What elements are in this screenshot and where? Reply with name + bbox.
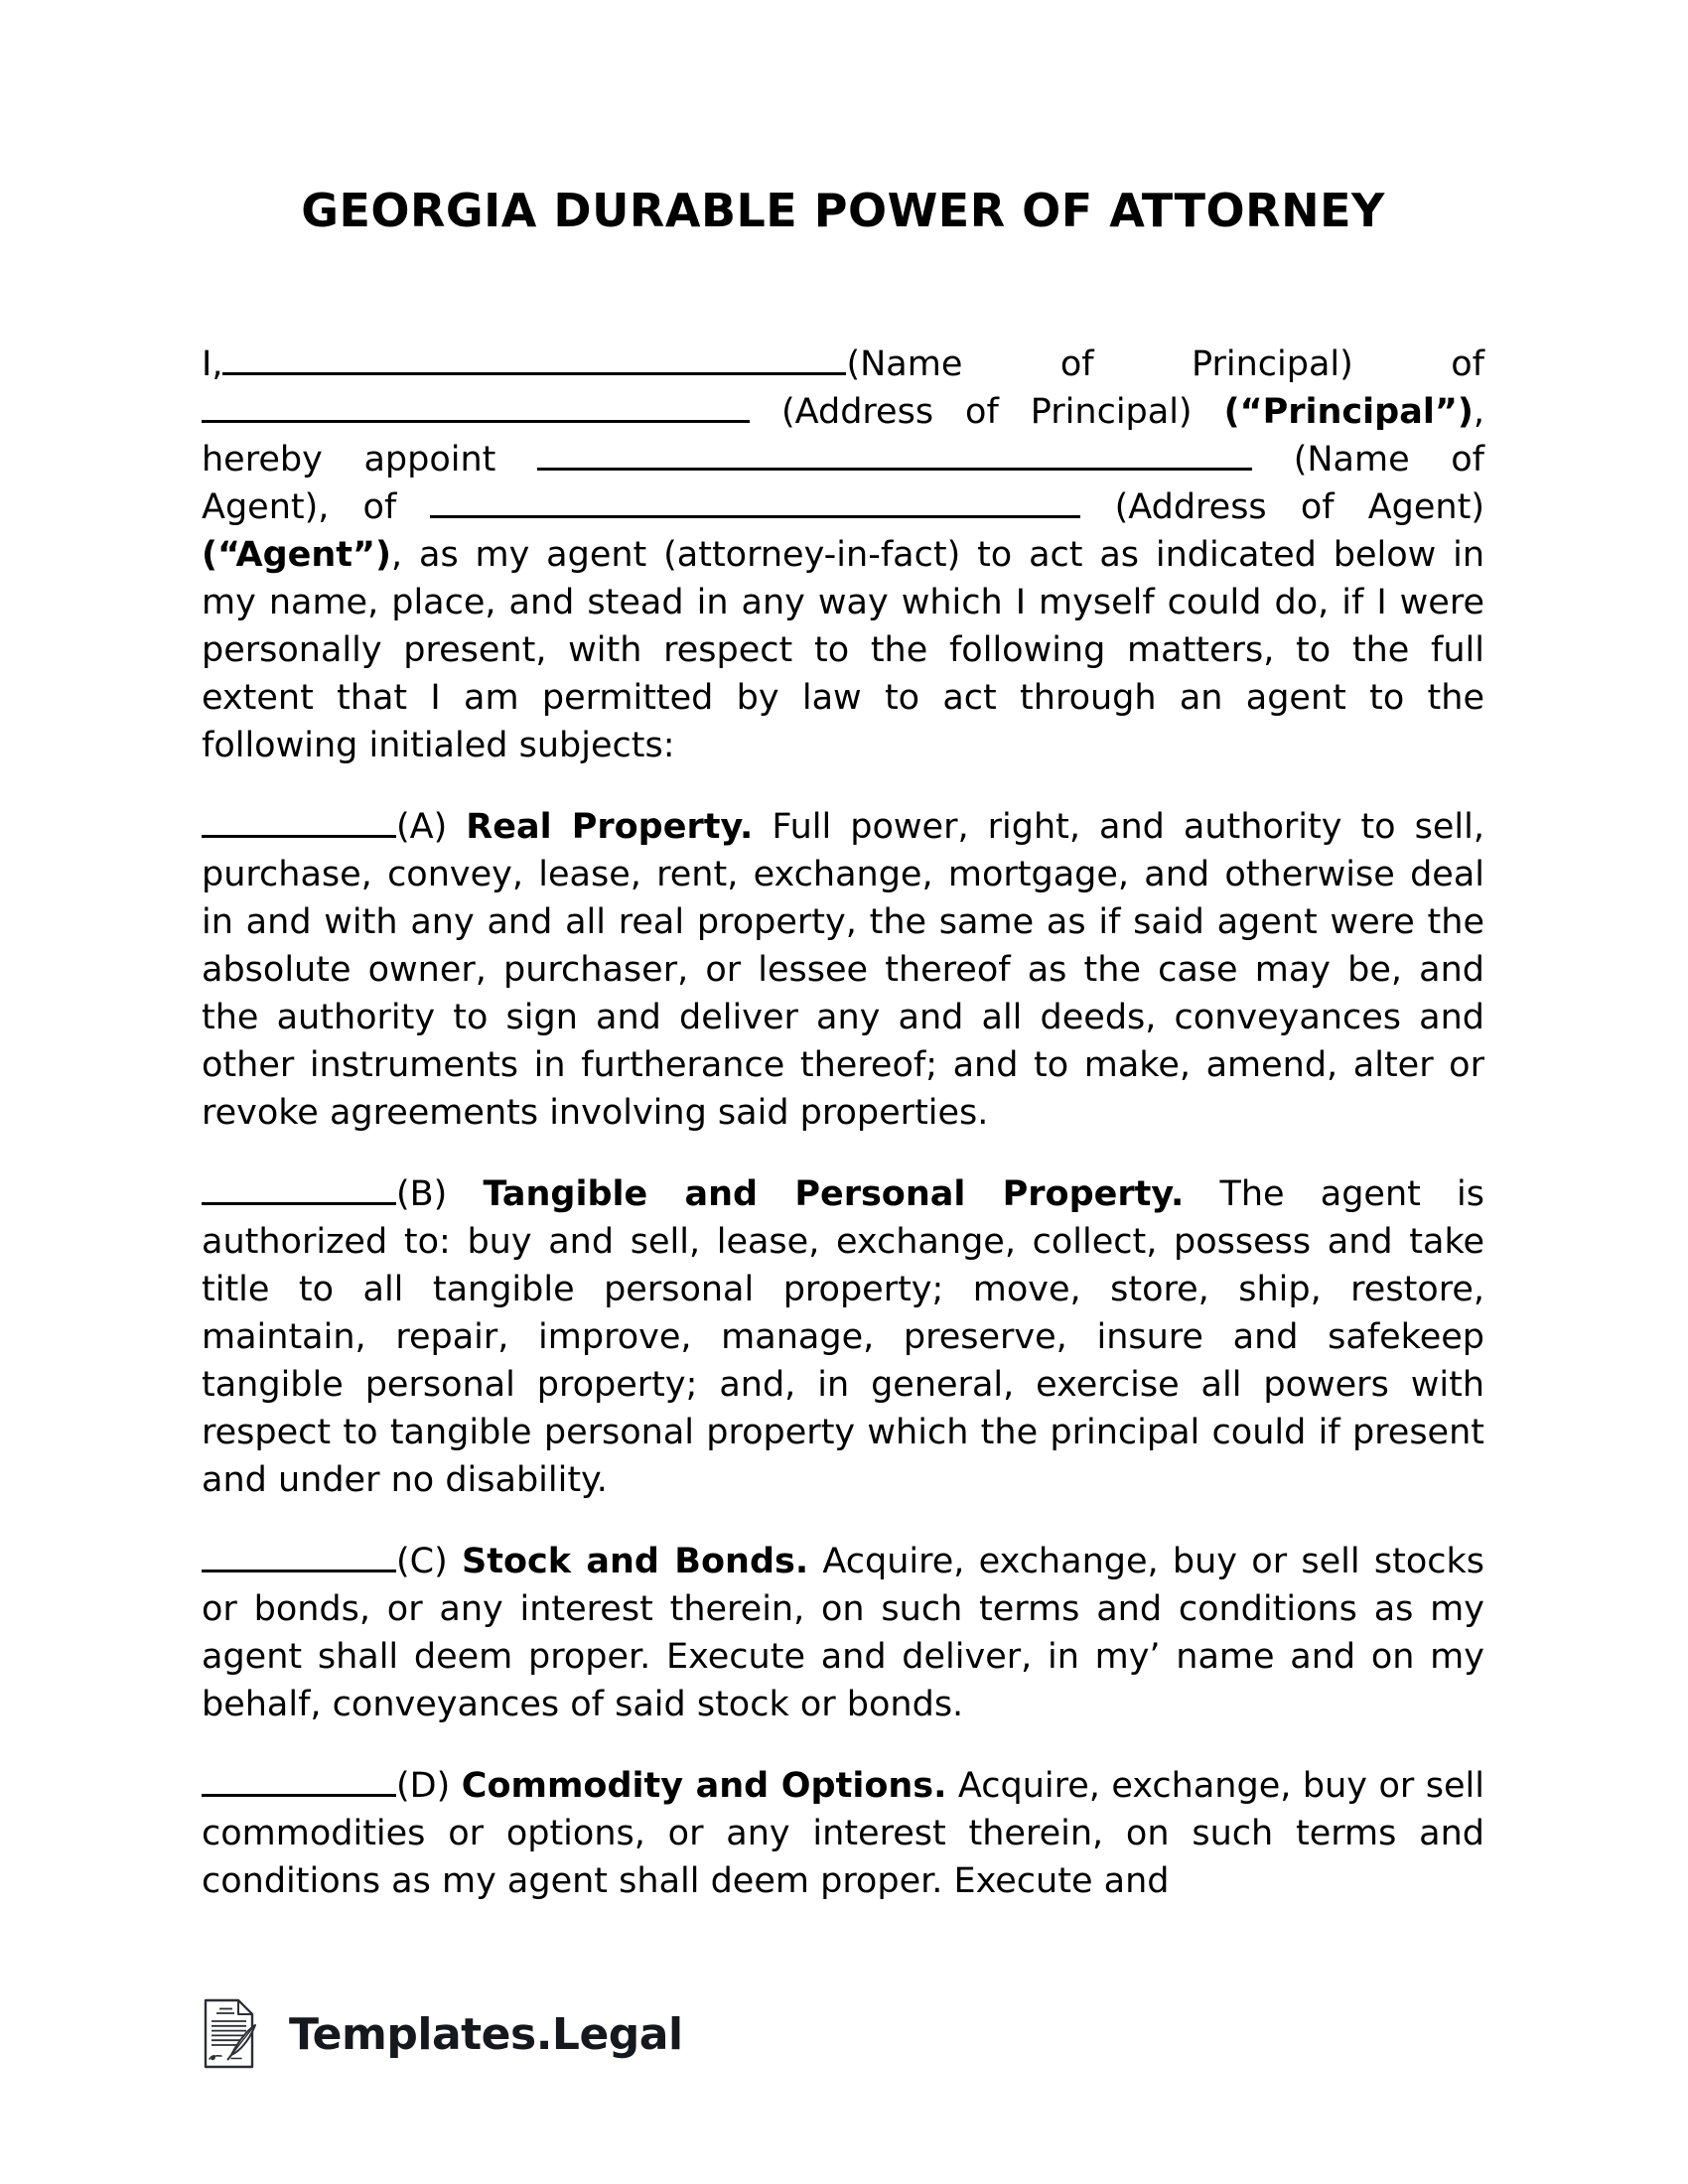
address-of-agent-label: (Address of Agent) bbox=[1114, 486, 1484, 527]
section-c-heading: Stock and Bonds. bbox=[462, 1541, 809, 1581]
address-of-principal-label: (Address of Principal) bbox=[781, 391, 1193, 432]
principal-defined-term: (“Principal”) bbox=[1223, 391, 1474, 432]
section-c-body: Acquire, exchange, buy or sell stocks or bonds, or any interest therein, on such terms and conditions as my agent shall deem proper. Execute and deliver, in my’ name and on my behalf, conveyances of said stock or bonds. bbox=[202, 1541, 1484, 1724]
principal-name-blank[interactable] bbox=[222, 341, 846, 375]
section-b-heading: Tangible and Personal Property. bbox=[483, 1173, 1185, 1214]
intro-body-text: , as my agent (attorney-in-fact) to act as indicated below in my name, place, and stead in any way which I myself could do, if I were personally present, with respect to the following matters, to the full extent that I am permitted by law to act through an agent to the following initialed subjects: bbox=[202, 534, 1484, 765]
agent-defined-term: (“Agent”) bbox=[202, 534, 392, 575]
footer-brand: Templates.Legal bbox=[289, 2008, 683, 2060]
section-d-body: Acquire, exchange, buy or sell commodities or options, or any interest therein, on such terms and conditions as my agent shall deem proper. Execute and bbox=[202, 1765, 1484, 1901]
agent-address-blank[interactable] bbox=[430, 483, 1080, 518]
section-b-letter: (B) bbox=[396, 1173, 484, 1214]
document-quill-icon bbox=[202, 1997, 257, 2071]
section-a-body: Full power, right, and authority to sell, purchase, convey, lease, rent, exchange, mortgage, and otherwise deal in and with any and all real property, the same as if said agent were the absolute owner, purchaser, or lessee thereof as the case may be, and the authority to sign and deliver any and all deeds, conveyances and other instruments in furtherance thereof; and to make, amend, alter or revoke agreements involving said properties. bbox=[202, 806, 1484, 1133]
section-b-paragraph bbox=[202, 1170, 1484, 1504]
name-of-agent-label: (Name of Agent), of bbox=[202, 439, 1484, 527]
section-a-heading: Real Property. bbox=[466, 806, 754, 847]
appoint-text: , hereby appoint bbox=[202, 391, 1484, 479]
section-d-heading: Commodity and Options. bbox=[461, 1765, 947, 1806]
section-d-initials-blank[interactable] bbox=[202, 1762, 396, 1797]
footer-logo bbox=[202, 1997, 683, 2071]
section-b-body: The agent is authorized to: buy and sell, lease, exchange, collect, possess and take title to all tangible personal property; move, store, ship, restore, maintain, repair, improve, manage, preserve, insure and safekeep tangible personal property; and, in general, exercise all powers with respect to tangible personal property which the principal could if present and under no disability. bbox=[202, 1173, 1484, 1500]
intro-paragraph bbox=[202, 341, 1484, 769]
section-d-paragraph bbox=[202, 1762, 1484, 1905]
document-title: GEORGIA DURABLE POWER OF ATTORNEY bbox=[301, 184, 1385, 237]
section-c-letter: (C) bbox=[396, 1541, 463, 1581]
section-c-paragraph bbox=[202, 1538, 1484, 1728]
section-d-letter: (D) bbox=[396, 1765, 462, 1806]
section-a-initials-blank[interactable] bbox=[202, 803, 396, 838]
section-a-letter: (A) bbox=[396, 806, 467, 847]
principal-address-blank[interactable] bbox=[202, 388, 750, 423]
agent-name-blank[interactable] bbox=[537, 436, 1252, 471]
section-c-initials-blank[interactable] bbox=[202, 1538, 396, 1572]
section-a-paragraph bbox=[202, 803, 1484, 1137]
intro-prefix: I, bbox=[202, 343, 223, 384]
name-of-principal-label: (Name of Principal) of bbox=[846, 343, 1484, 384]
section-b-initials-blank[interactable] bbox=[202, 1170, 396, 1205]
